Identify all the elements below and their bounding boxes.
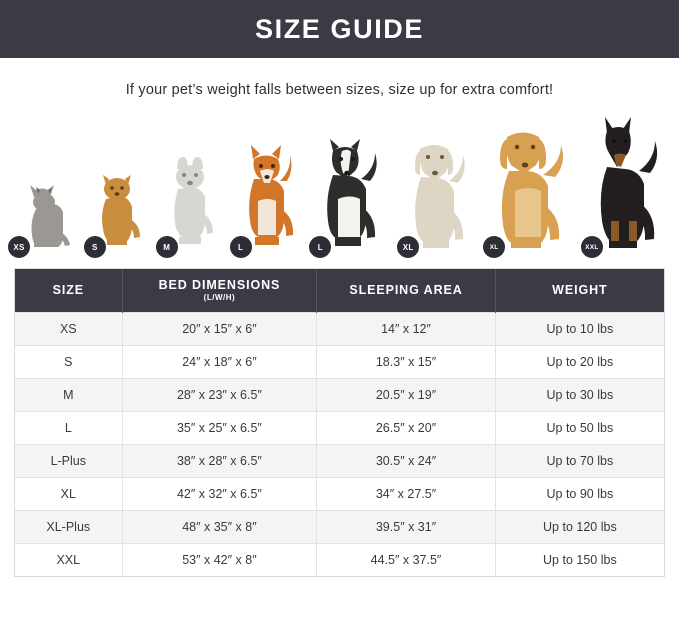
cell-dimensions: 28″ x 23″ x 6.5″	[122, 378, 317, 411]
cell-size: L	[15, 411, 122, 444]
col-header-size-label: SIZE	[52, 283, 84, 298]
cell-weight: Up to 30 lbs	[495, 378, 664, 411]
size-badge-l-plus: L	[309, 236, 331, 258]
table-row	[15, 378, 664, 411]
size-table-header	[15, 269, 664, 312]
cell-dimensions: 53″ x 42″ x 8″	[122, 543, 317, 576]
table-row	[15, 510, 664, 543]
cell-sleeping: 18.3″ x 15″	[317, 345, 495, 378]
col-header-weight	[495, 269, 664, 312]
col-header-weight-label: WEIGHT	[552, 283, 608, 298]
cell-size: XL	[15, 477, 122, 510]
cell-weight: Up to 10 lbs	[495, 312, 664, 345]
size-table-body	[15, 312, 664, 576]
border-collie-icon	[315, 131, 389, 254]
cell-weight: Up to 90 lbs	[495, 477, 664, 510]
size-badge-s: S	[84, 236, 106, 258]
cell-size: XXL	[15, 543, 122, 576]
table-row	[15, 345, 664, 378]
page-title: SIZE GUIDE	[254, 13, 425, 44]
animal-m	[162, 119, 222, 254]
animal-l	[236, 119, 302, 254]
table-row	[15, 543, 664, 576]
cell-weight: Up to 120 lbs	[495, 510, 664, 543]
size-badge-xs: XS	[8, 236, 30, 258]
table-row	[15, 477, 664, 510]
size-table-container	[14, 268, 665, 577]
cell-size: XS	[15, 312, 122, 345]
page-header	[0, 0, 679, 58]
cell-size: L-Plus	[15, 444, 122, 477]
cell-sleeping: 34″ x 27.5″	[317, 477, 495, 510]
cell-weight: Up to 70 lbs	[495, 444, 664, 477]
col-header-size	[15, 269, 122, 312]
size-badge-xl: XL	[397, 236, 419, 258]
table-row	[15, 312, 664, 345]
animal-l-plus	[315, 119, 389, 254]
size-table	[15, 269, 664, 576]
cell-dimensions: 35″ x 25″ x 6.5″	[122, 411, 317, 444]
cell-dimensions: 38″ x 28″ x 6.5″	[122, 444, 317, 477]
cell-dimensions: 48″ x 35″ x 8″	[122, 510, 317, 543]
col-header-dimensions-sub: (L/W/H)	[203, 293, 236, 303]
cell-size: XL-Plus	[15, 510, 122, 543]
labrador-icon	[403, 129, 475, 254]
cell-sleeping: 20.5″ x 19″	[317, 378, 495, 411]
golden-retriever-icon	[489, 121, 573, 254]
animal-xl-plus	[489, 119, 573, 254]
size-badge-m: M	[156, 236, 178, 258]
size-badge-l: L	[230, 236, 252, 258]
table-row	[15, 411, 664, 444]
cell-dimensions: 42″ x 32″ x 6.5″	[122, 477, 317, 510]
cell-sleeping: 14″ x 12″	[317, 312, 495, 345]
cell-size: M	[15, 378, 122, 411]
cell-sleeping: 39.5″ x 31″	[317, 510, 495, 543]
doberman-icon	[587, 117, 665, 254]
cell-weight: Up to 20 lbs	[495, 345, 664, 378]
subtitle-section	[0, 58, 679, 98]
col-header-sleeping-area-label: SLEEPING AREA	[349, 283, 463, 298]
cell-sleeping: 44.5″ x 37.5″	[317, 543, 495, 576]
animal-s	[90, 119, 148, 254]
cell-sleeping: 30.5″ x 24″	[317, 444, 495, 477]
animal-xs	[14, 119, 76, 254]
animal-xl	[403, 119, 475, 254]
cell-size: S	[15, 345, 122, 378]
col-header-dimensions	[122, 269, 317, 312]
baseline-divider	[14, 253, 665, 254]
size-badge-xxl: XXL	[581, 236, 603, 258]
cell-weight: Up to 150 lbs	[495, 543, 664, 576]
table-row	[15, 444, 664, 477]
cell-dimensions: 24″ x 18″ x 6″	[122, 345, 317, 378]
col-header-sleeping-area	[317, 269, 495, 312]
header-row	[15, 269, 664, 312]
cell-sleeping: 26.5″ x 20″	[317, 411, 495, 444]
col-header-dimensions-label: BED DIMENSIONS	[158, 278, 281, 292]
cell-weight: Up to 50 lbs	[495, 411, 664, 444]
animal-xxl	[587, 119, 665, 254]
animal-size-illustrations	[0, 114, 679, 254]
size-badge-xl-plus: XL	[483, 236, 505, 258]
subtitle-text: If your pet’s weight falls between sizes, size up for extra comfort!	[125, 82, 554, 98]
cell-dimensions: 20″ x 15″ x 6″	[122, 312, 317, 345]
